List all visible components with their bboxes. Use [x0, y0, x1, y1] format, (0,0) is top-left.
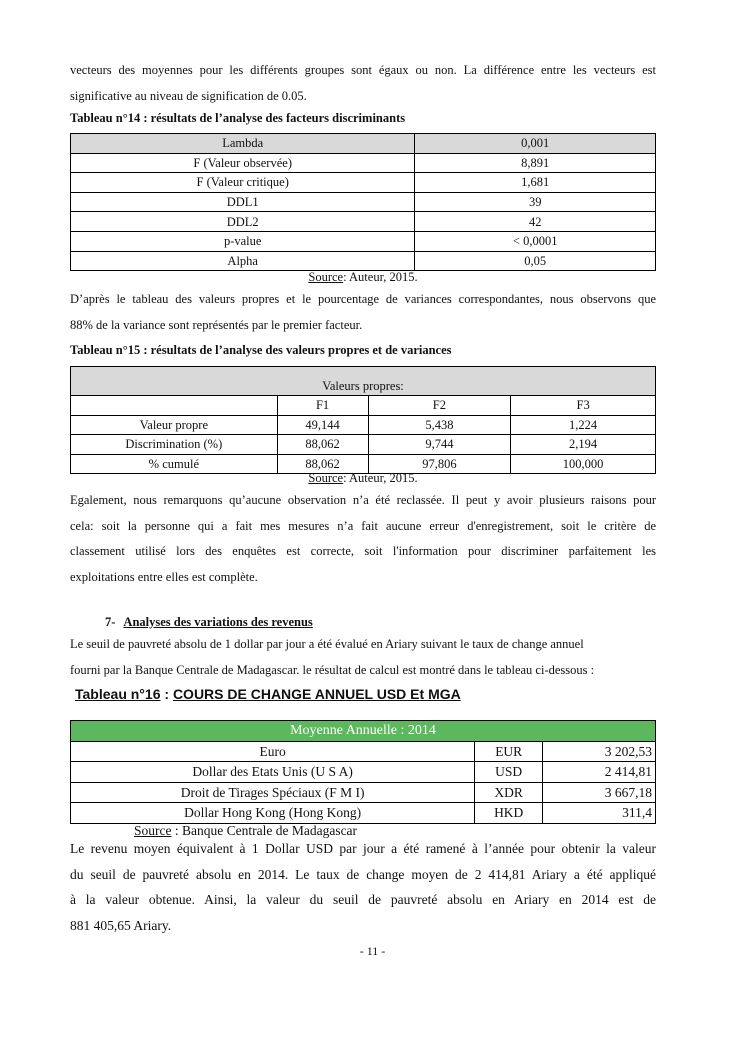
section-number: 7- — [105, 615, 116, 629]
paragraph-3-text-4: exploitations entre elles est complète. — [70, 569, 258, 584]
paragraph-3-text-2: cela: soit la personne qui a fait mes mesures n’a fait aucune erreur d'enregistrement, soit le critère de — [70, 518, 656, 533]
table16-caption-title: COURS DE CHANGE ANNUEL USD Et MGA — [172, 686, 461, 702]
table14-source — [70, 270, 656, 284]
paragraph-5-text-3: à la valeur obtenue. Ainsi, la valeur du seuil de pauvreté absolu en Ariary en 2014 est de — [70, 892, 656, 907]
source-text: : Banque Centrale de Madagascar — [171, 823, 358, 838]
paragraph-4-text-2: fourni par la Banque Centrale de Madagascar. le résultat de calcul est montré dans le tableau ci-dessous : — [70, 662, 595, 677]
table14-row — [71, 251, 656, 271]
source-label: Source — [308, 270, 344, 284]
paragraph-5-text-1: Le revenu moyen équivalent à 1 Dollar USD par jour a été ramené à l’année pour obtenir la valeur — [70, 841, 656, 856]
table14-cell: < 0,0001 — [415, 231, 656, 251]
table15-col-header — [71, 396, 278, 416]
table14-cell: 0,05 — [415, 251, 656, 271]
table16-row — [71, 782, 656, 803]
table15-cell: 9,744 — [368, 435, 511, 455]
table14-cell: 42 — [415, 212, 656, 232]
table15-cell: 100,000 — [511, 454, 656, 474]
table15-caption: Tableau n°15 : résultats de l’analyse des valeurs propres et de variances — [70, 343, 452, 357]
table15-cell: 2,194 — [511, 435, 656, 455]
table15-col-header: F2 — [368, 396, 511, 416]
table14-cell: Lambda — [71, 134, 415, 154]
table14-row — [71, 134, 656, 154]
table16-cell: 3 667,18 — [543, 782, 656, 803]
table16-cell: Droit de Tirages Spéciaux (F M I) — [71, 782, 475, 803]
table15-row — [71, 415, 656, 435]
table15-cell: Valeur propre — [71, 415, 278, 435]
table15-cell: Discrimination (%) — [71, 435, 278, 455]
table14-row — [71, 231, 656, 251]
table14-cell: 39 — [415, 192, 656, 212]
table14-row — [71, 212, 656, 232]
intro-paragraph — [70, 58, 656, 84]
table16-caption — [75, 685, 461, 703]
table15 — [70, 366, 656, 474]
table15-cell: 1,224 — [511, 415, 656, 435]
table15-source — [70, 471, 656, 485]
table14 — [70, 133, 656, 271]
table16-cell: Dollar des Etats Unis (U S A) — [71, 762, 475, 783]
table14-cell: F (Valeur critique) — [71, 173, 415, 193]
source-label: Source — [308, 471, 344, 485]
table15-col-header: F3 — [511, 396, 656, 416]
table14-cell: 8,891 — [415, 153, 656, 173]
table16-row — [71, 741, 656, 762]
table16-cell: 3 202,53 — [543, 741, 656, 762]
paragraph-5-text-2: du seuil de pauvreté absolu en 2014. Le taux de change moyen de 2 414,81 Ariary a été appliqué — [70, 866, 656, 882]
table15-col-header: F1 — [277, 396, 368, 416]
table16-caption-colon: : — [160, 686, 173, 702]
table14-cell: DDL1 — [71, 192, 415, 212]
table14-row — [71, 192, 656, 212]
intro-paragraph-end — [70, 84, 656, 110]
table15-cell: 5,438 — [368, 415, 511, 435]
table15-cell: 97,806 — [368, 454, 511, 474]
table14-cell: Alpha — [71, 251, 415, 271]
paragraph-2-text-2: 88% de la variance sont représentés par le premier facteur. — [70, 317, 363, 332]
paragraph-2-line-2 — [70, 313, 656, 339]
table14-caption: Tableau n°14 : résultats de l’analyse des facteurs discriminants — [70, 111, 406, 125]
table16-header: Moyenne Annuelle : 2014 — [71, 721, 656, 742]
paragraph-4-line-2 — [70, 658, 656, 684]
table15-column-row — [71, 396, 656, 416]
table15-header-row — [71, 367, 656, 396]
table15-cell: 49,144 — [277, 415, 368, 435]
table15-cell: 88,062 — [277, 454, 368, 474]
table15-header: Valeurs propres: — [71, 367, 656, 396]
paragraph-5-line-4 — [70, 913, 656, 939]
section-title: Analyses des variations des revenus — [123, 615, 313, 629]
table16-header-row — [71, 721, 656, 742]
section-7-heading — [70, 613, 656, 631]
table16 — [70, 720, 656, 824]
table16-cell: 311,4 — [543, 803, 656, 824]
table14-cell: F (Valeur observée) — [71, 153, 415, 173]
paragraph-4-text-1: Le seuil de pauvreté absolu de 1 dollar par jour a été évalué en Ariary suivant le taux de change annuel — [70, 637, 584, 651]
intro-line-1: vecteurs des moyennes pour les différents groupes sont égaux ou non. La différence entre les vecteurs est — [70, 63, 656, 77]
table14-cell: DDL2 — [71, 212, 415, 232]
table15-cell: 88,062 — [277, 435, 368, 455]
table14-row — [71, 153, 656, 173]
paragraph-3-line-1 — [70, 488, 656, 514]
table14-cell: p-value — [71, 231, 415, 251]
paragraph-3-text-3: classement utilisé lors des enquêtes est correcte, soit l'information pour discriminer parfaitement les — [70, 544, 656, 558]
paragraph-5-text-4: 881 405,65 Ariary. — [70, 917, 172, 933]
paragraph-3-line-3 — [70, 539, 656, 565]
table14-cell: 0,001 — [415, 134, 656, 154]
intro-line-2: significative au niveau de signification de 0.05. — [70, 88, 307, 103]
paragraph-2-text-1: D’après le tableau des valeurs propres et le pourcentage de variances correspondantes, nous observons que — [70, 292, 656, 306]
source-text: : Auteur, 2015. — [343, 471, 418, 485]
table15-row — [71, 435, 656, 455]
table16-cell: 2 414,81 — [543, 762, 656, 783]
table16-row — [71, 762, 656, 783]
paragraph-5-line-3 — [70, 887, 656, 913]
table16-cell: XDR — [475, 782, 543, 803]
table16-cell: USD — [475, 762, 543, 783]
table16-cell: EUR — [475, 741, 543, 762]
table16-caption-prefix: Tableau n°16 — [75, 686, 161, 702]
paragraph-5-line-2 — [70, 862, 656, 888]
table15-cell: % cumulé — [71, 454, 278, 474]
paragraph-3-line-2 — [70, 514, 656, 540]
table16-cell: Dollar Hong Kong (Hong Kong) — [71, 803, 475, 824]
paragraph-4-line-1 — [70, 632, 656, 658]
table16-row — [71, 803, 656, 824]
page-number: - 11 - — [359, 944, 386, 958]
paragraph-2-line-1 — [70, 287, 656, 313]
source-text: : Auteur, 2015. — [343, 270, 418, 284]
source-label: Source — [134, 823, 172, 838]
table16-cell: Euro — [71, 741, 475, 762]
table14-row — [71, 173, 656, 193]
table16-cell: HKD — [475, 803, 543, 824]
paragraph-5-line-1 — [70, 836, 656, 862]
table14-cell: 1,681 — [415, 173, 656, 193]
paragraph-3-text-1: Egalement, nous remarquons qu’aucune observation n’a été reclassée. Il peut y avoir plusieurs raisons pour — [70, 493, 656, 507]
paragraph-3-line-4 — [70, 565, 656, 591]
